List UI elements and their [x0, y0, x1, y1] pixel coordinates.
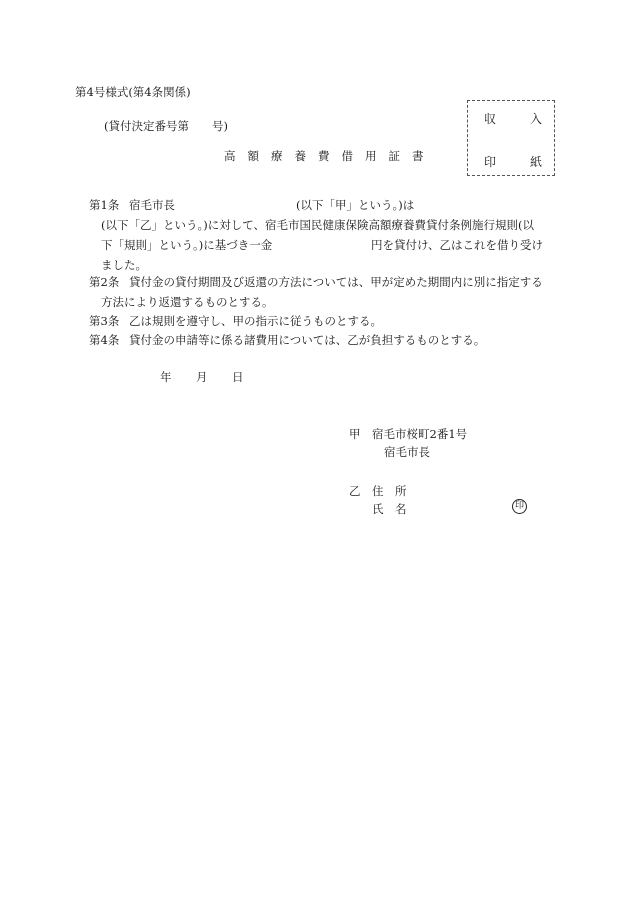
article-text: 乙は規則を遵守し、甲の指示に従うものとする。 — [129, 314, 382, 328]
party-b-address-label: 住 所 — [372, 484, 407, 498]
article-text: 貸付金の申請等に係る諸費用については、乙が負担するものとする。 — [129, 333, 486, 347]
article-text: 貸付金の貸付期間及び返還の方法については、甲が定めた期間内に別に指定する — [129, 275, 543, 289]
article-3 — [89, 311, 559, 331]
seal-icon: 印 — [512, 499, 527, 514]
date-year: 年 — [160, 370, 172, 384]
loan-number: (貸付決定番号第 号) — [104, 119, 228, 133]
article-label: 第4条 — [89, 333, 120, 347]
article-label: 第1条 — [89, 198, 120, 212]
party-a-label: 甲 — [349, 427, 361, 441]
date-day: 日 — [232, 370, 244, 384]
article-text: (以下「甲」という。)は — [296, 198, 415, 212]
document-title: 高額療養費借用証書 — [224, 149, 436, 163]
article-text: ました。 — [101, 258, 147, 272]
stamp-char: 紙 — [530, 155, 543, 169]
article-text: 宿毛市長 — [129, 198, 175, 212]
date-month: 月 — [196, 370, 208, 384]
party-b-name-label: 氏 名 — [372, 502, 407, 516]
article-1 — [89, 195, 559, 275]
article-text: 円を貸付け、乙はこれを借り受け — [371, 238, 544, 252]
article-4 — [89, 330, 559, 350]
article-text: (以下「乙」という。)に対して、宿毛市国民健康保険高額療養費貸付条例施行規則(以 — [101, 218, 534, 232]
stamp-char: 収 — [484, 112, 497, 126]
article-label: 第2条 — [89, 275, 120, 289]
article-label: 第3条 — [89, 314, 120, 328]
stamp-char: 入 — [530, 112, 543, 126]
party-a-address: 宿毛市桜町2番1号 — [372, 427, 468, 441]
form-header: 第4号様式(第4条関係) — [75, 85, 191, 99]
article-2 — [89, 272, 559, 312]
revenue-stamp-box — [467, 100, 555, 176]
article-text: 下「規則」という。)に基づき一金 — [101, 238, 273, 252]
party-a-name: 宿毛市長 — [384, 445, 430, 459]
party-b-label: 乙 — [349, 484, 361, 498]
article-text: 方法により返還するものとする。 — [101, 295, 274, 309]
stamp-char: 印 — [484, 155, 497, 169]
